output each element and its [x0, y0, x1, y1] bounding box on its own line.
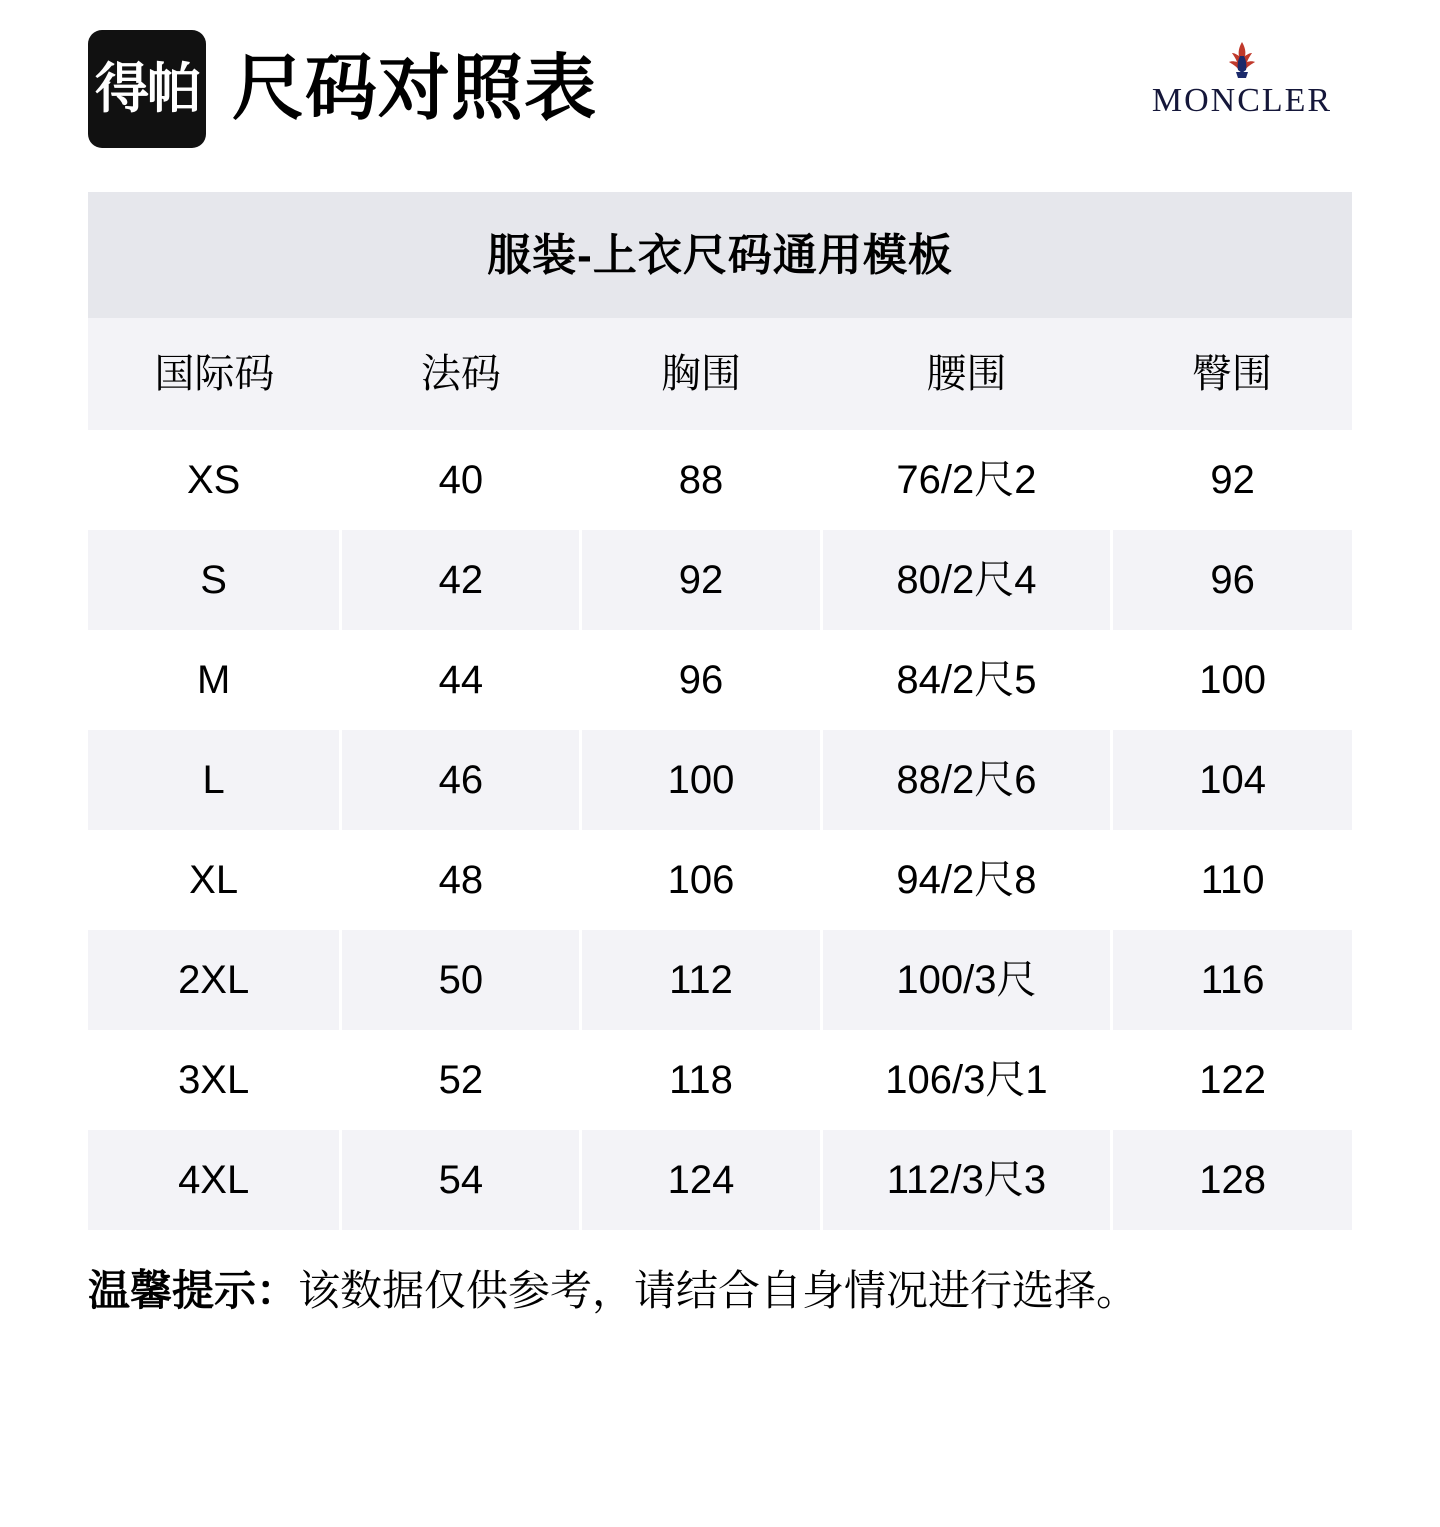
disclaimer-label: 温馨提示： [88, 1267, 299, 1314]
cell-bust: 106 [581, 830, 821, 930]
cell-french-size: 50 [341, 930, 581, 1030]
column-header-hip: 臀围 [1112, 318, 1352, 430]
table-row [88, 1030, 1352, 1130]
cell-bust: 124 [581, 1130, 821, 1230]
moncler-logo [1132, 40, 1352, 118]
cell-waist: 84/2尺5 [821, 630, 1112, 730]
table-row [88, 630, 1352, 730]
cell-waist: 88/2尺6 [821, 730, 1112, 830]
moncler-logo-text: MONCLER [1151, 82, 1333, 119]
table-row [88, 830, 1352, 930]
cell-bust: 92 [581, 530, 821, 630]
cell-french-size: 46 [341, 730, 581, 830]
cell-hip: 122 [1112, 1030, 1352, 1130]
cell-french-size: 48 [341, 830, 581, 930]
table-row [88, 930, 1352, 1030]
cell-hip: 100 [1112, 630, 1352, 730]
table-body [88, 430, 1352, 1230]
cell-waist: 76/2尺2 [821, 430, 1112, 530]
cell-international-size: XL [88, 830, 341, 930]
cell-hip: 96 [1112, 530, 1352, 630]
brand-badge [88, 30, 206, 148]
cell-bust: 112 [581, 930, 821, 1030]
cell-hip: 104 [1112, 730, 1352, 830]
cell-international-size: S [88, 530, 341, 630]
cell-hip: 116 [1112, 930, 1352, 1030]
cell-bust: 88 [581, 430, 821, 530]
cell-bust: 118 [581, 1030, 821, 1130]
brand-badge-label: 得帕 [95, 57, 199, 120]
cell-hip: 110 [1112, 830, 1352, 930]
cell-waist: 80/2尺4 [821, 530, 1112, 630]
cell-hip: 128 [1112, 1130, 1352, 1230]
cell-international-size: M [88, 630, 341, 730]
table-header-row-group [88, 318, 1352, 430]
cell-french-size: 54 [341, 1130, 581, 1230]
table-caption: 服装-上衣尺码通用模板 [88, 192, 1352, 318]
cell-international-size: XS [88, 430, 341, 530]
column-header-international-size: 国际码 [88, 318, 341, 430]
table-row [88, 730, 1352, 830]
cell-waist: 106/3尺1 [821, 1030, 1112, 1130]
cell-bust: 96 [581, 630, 821, 730]
cell-international-size: L [88, 730, 341, 830]
cell-waist: 112/3尺3 [821, 1130, 1112, 1230]
disclaimer-text: 该数据仅供参考，请结合自身情况进行选择。 [298, 1267, 1139, 1314]
column-header-bust: 胸围 [581, 318, 821, 430]
cell-international-size: 2XL [88, 930, 341, 1030]
moncler-rooster-icon [1212, 40, 1272, 82]
table-row [88, 430, 1352, 530]
page-header [0, 0, 1440, 150]
cell-hip: 92 [1112, 430, 1352, 530]
cell-french-size: 40 [341, 430, 581, 530]
cell-international-size: 3XL [88, 1030, 341, 1130]
disclaimer-note [88, 1266, 1352, 1316]
page-title: 尺码对照表 [232, 49, 598, 129]
cell-bust: 100 [581, 730, 821, 830]
cell-french-size: 52 [341, 1030, 581, 1130]
table-row [88, 1130, 1352, 1230]
cell-waist: 100/3尺 [821, 930, 1112, 1030]
table-header-row [88, 318, 1352, 430]
cell-international-size: 4XL [88, 1130, 341, 1230]
size-table-container [88, 192, 1352, 1230]
column-header-french-size: 法码 [341, 318, 581, 430]
cell-french-size: 44 [341, 630, 581, 730]
table-row [88, 530, 1352, 630]
size-table [88, 318, 1352, 1230]
cell-waist: 94/2尺8 [821, 830, 1112, 930]
cell-french-size: 42 [341, 530, 581, 630]
column-header-waist: 腰围 [821, 318, 1112, 430]
